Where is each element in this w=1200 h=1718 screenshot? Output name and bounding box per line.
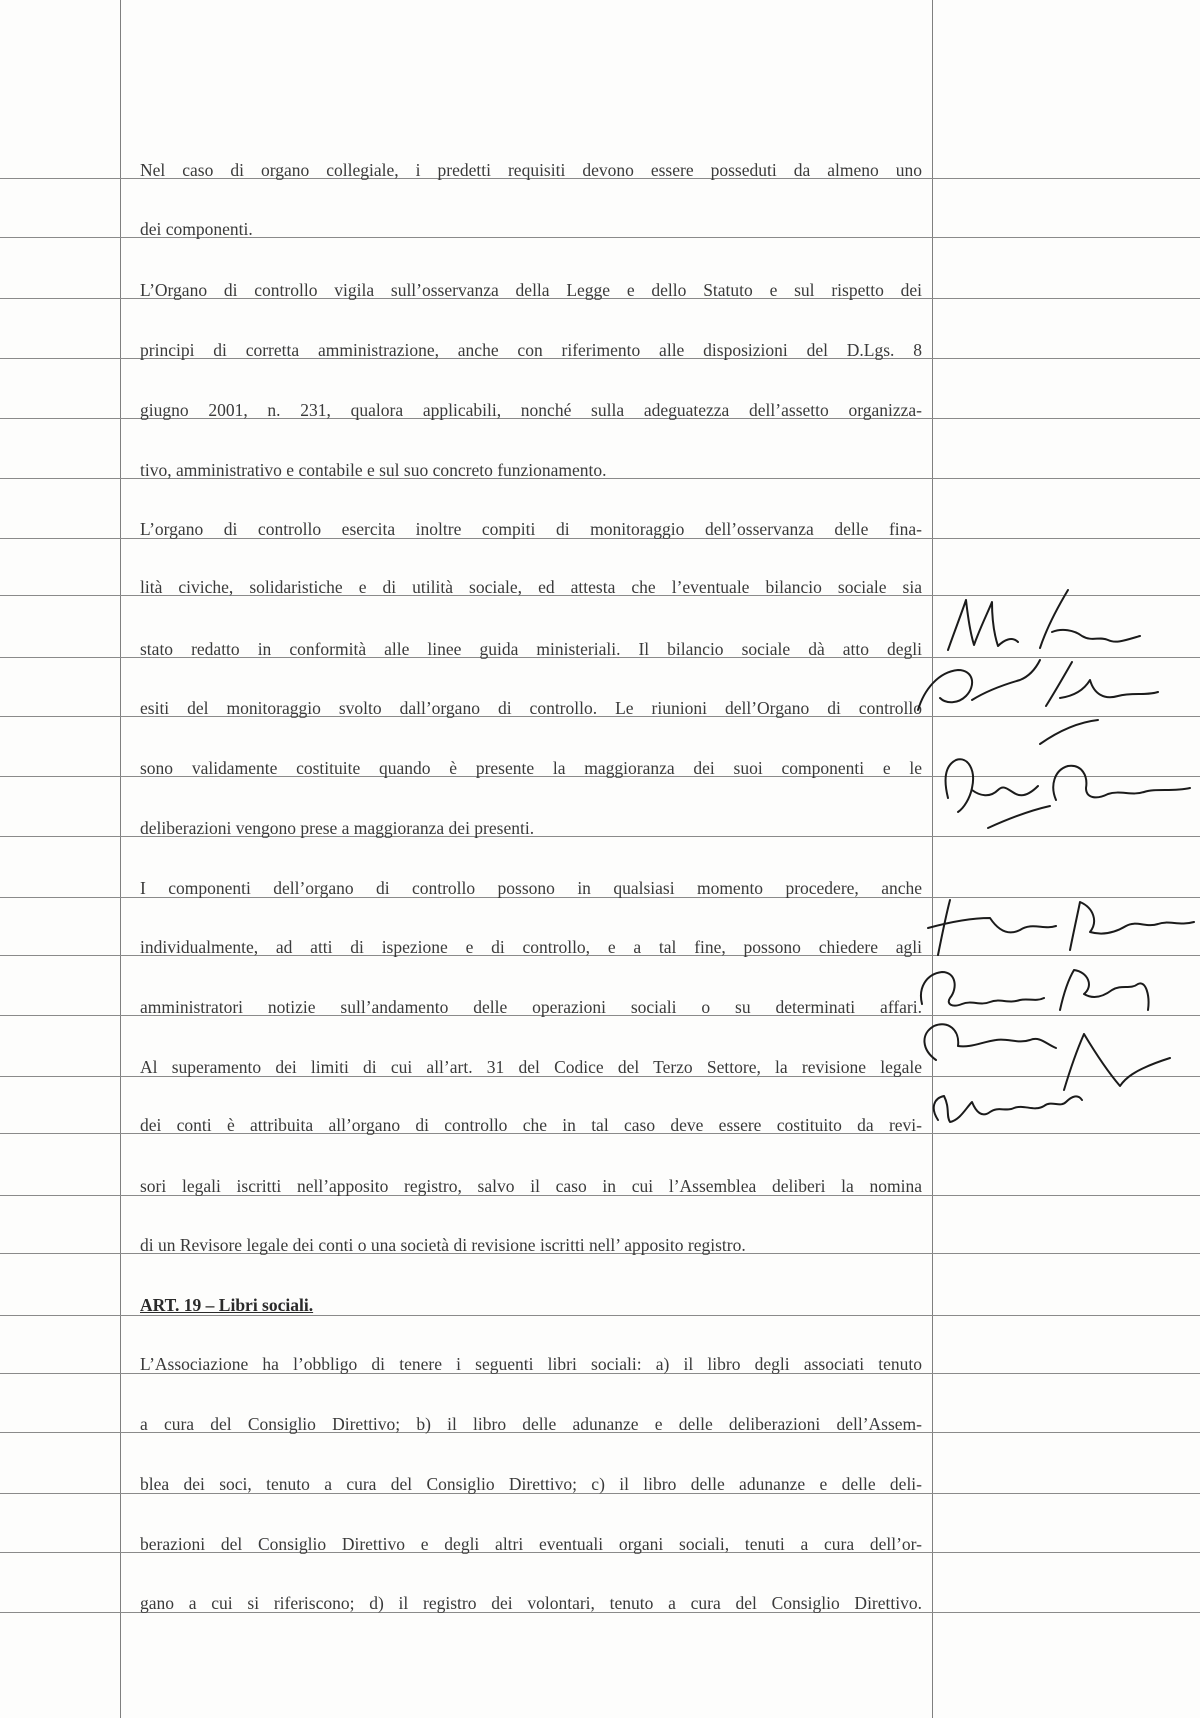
text-line: I componenti dell’organo di controllo possono in qualsiasi momento procedere, anche bbox=[140, 878, 922, 898]
text-line: L’organo di controllo esercita inoltre compiti di monitoraggio dell’osservanza delle fina- bbox=[140, 519, 922, 539]
signature-6 bbox=[924, 1024, 1170, 1090]
signature-3 bbox=[946, 759, 1190, 828]
text-line: dei conti è attribuita all’organo di controllo che in tal caso deve essere costituito da revi- bbox=[140, 1115, 922, 1135]
text-line: sori legali iscritti nell’apposito registro, salvo il caso in cui l’Assemblea deliberi la nomina bbox=[140, 1176, 922, 1196]
text-line: gano a cui si riferiscono; d) il registro dei volontari, tenuto a cura del Consiglio Direttivo. bbox=[140, 1593, 922, 1613]
signature-5 bbox=[921, 970, 1149, 1010]
text-line: di un Revisore legale dei conti o una società di revisione iscritti nell’ apposito registro. bbox=[140, 1235, 746, 1255]
right-margin-rule bbox=[932, 0, 933, 1718]
text-line: individualmente, ad atti di ispezione e di controllo, e a tal fine, possono chiedere agli bbox=[140, 937, 922, 957]
text-line: deliberazioni vengono prese a maggioranza dei presenti. bbox=[140, 818, 535, 838]
text-line: lità civiche, solidaristiche e di utilità sociale, ed attesta che l’eventuale bilancio sociale sia bbox=[140, 577, 922, 597]
signature-2 bbox=[918, 660, 1158, 744]
text-line: amministratori notizie sull’andamento delle operazioni sociali o su determinati affari. bbox=[140, 997, 922, 1017]
text-line: Nel caso di organo collegiale, i predetti requisiti devono essere posseduti da almeno uno bbox=[140, 160, 922, 180]
text-line: dei componenti. bbox=[140, 219, 253, 239]
text-line: giugno 2001, n. 231, qualora applicabili, nonché sulla adeguatezza dell’assetto organizza- bbox=[140, 400, 922, 420]
text-line: Al superamento dei limiti di cui all’art. 31 del Codice del Terzo Settore, la revisione legale bbox=[140, 1057, 922, 1077]
text-line: blea dei soci, tenuto a cura del Consiglio Direttivo; c) il libro delle adunanze e delle deli- bbox=[140, 1474, 922, 1494]
text-line: berazioni del Consiglio Direttivo e degli altri eventuali organi sociali, tenuti a cura dell’or- bbox=[140, 1534, 922, 1554]
text-line: L’Organo di controllo vigila sull’osservanza della Legge e dello Statuto e sul rispetto dei bbox=[140, 280, 922, 300]
text-line: a cura del Consiglio Direttivo; b) il libro delle adunanze e delle deliberazioni dell’Assem- bbox=[140, 1414, 922, 1434]
text-line: sono validamente costituite quando è presente la maggioranza dei suoi componenti e le bbox=[140, 758, 922, 778]
signature-1 bbox=[948, 590, 1140, 650]
text-line: L’Associazione ha l’obbligo di tenere i seguenti libri sociali: a) il libro degli associati tenuto bbox=[140, 1354, 922, 1374]
text-line: stato redatto in conformità alle linee guida ministeriali. Il bilancio sociale dà atto degli bbox=[140, 639, 922, 659]
text-line: esiti del monitoraggio svolto dall’organo di controllo. Le riunioni dell’Organo di controllo bbox=[140, 698, 922, 718]
text-line: tivo, amministrativo e contabile e sul suo concreto funzionamento. bbox=[140, 460, 607, 480]
text-line: principi di corretta amministrazione, anche con riferimento alle disposizioni del D.Lgs. 8 bbox=[140, 340, 922, 360]
signature-7 bbox=[934, 1096, 1082, 1122]
section-heading: ART. 19 – Libri sociali. bbox=[140, 1295, 314, 1315]
signature-4 bbox=[928, 900, 1194, 955]
left-margin-rule bbox=[120, 0, 121, 1718]
